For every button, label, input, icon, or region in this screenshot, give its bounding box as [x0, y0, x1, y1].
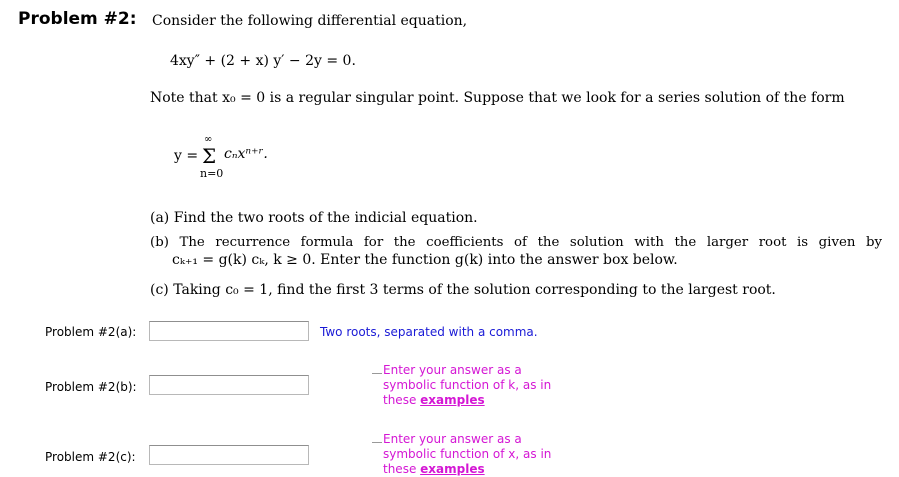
series-formula [174, 134, 334, 182]
sum-lower-limit: n=0 [200, 167, 224, 180]
answer-c-hint [383, 432, 573, 477]
singular-point-note: Note that x₀ = 0 is a regular singular point. Suppose that we look for a series solution of the form [150, 90, 845, 106]
answer-a-label: Problem #2(a): [45, 325, 137, 339]
sum-upper-limit: ∞ [204, 134, 213, 145]
series-term: cₙxⁿ⁺ʳ. [224, 146, 268, 162]
answer-a-input[interactable] [149, 321, 309, 341]
part-c-text: (c) Taking c₀ = 1, find the first 3 terms of the solution corresponding to the largest root. [150, 282, 776, 298]
answer-b-examples-link[interactable]: examples [420, 393, 485, 407]
hint-divider [372, 442, 382, 443]
answer-b-input[interactable] [149, 375, 309, 395]
answer-c-label: Problem #2(c): [45, 450, 136, 464]
answer-c-input[interactable] [149, 445, 309, 465]
answer-b-hint-text: Enter your answer as a symbolic function of k, as in these [383, 363, 552, 407]
hint-divider [372, 373, 382, 374]
answer-a-hint: Two roots, separated with a comma. [320, 325, 538, 339]
problem-prompt: Consider the following differential equation, [152, 13, 468, 29]
part-b-text-line2: cₖ₊₁ = g(k) cₖ, k ≥ 0. Enter the function g(k) into the answer box below. [172, 252, 678, 268]
part-b-text-line1: (b) The recurrence formula for the coefficients of the solution with the larger root is given by [150, 235, 882, 250]
answer-b-hint [383, 363, 573, 408]
answer-c-examples-link[interactable]: examples [420, 462, 485, 476]
part-a-text: (a) Find the two roots of the indicial equation. [150, 210, 478, 226]
answer-c-hint-text: Enter your answer as a symbolic function of x, as in these [383, 432, 552, 476]
differential-equation: 4xy″ + (2 + x) y′ − 2y = 0. [170, 53, 356, 69]
series-lhs: y = [174, 148, 199, 164]
answer-b-label: Problem #2(b): [45, 380, 137, 394]
problem-title: Problem #2: [18, 9, 137, 29]
sigma-symbol: Σ [202, 144, 217, 168]
